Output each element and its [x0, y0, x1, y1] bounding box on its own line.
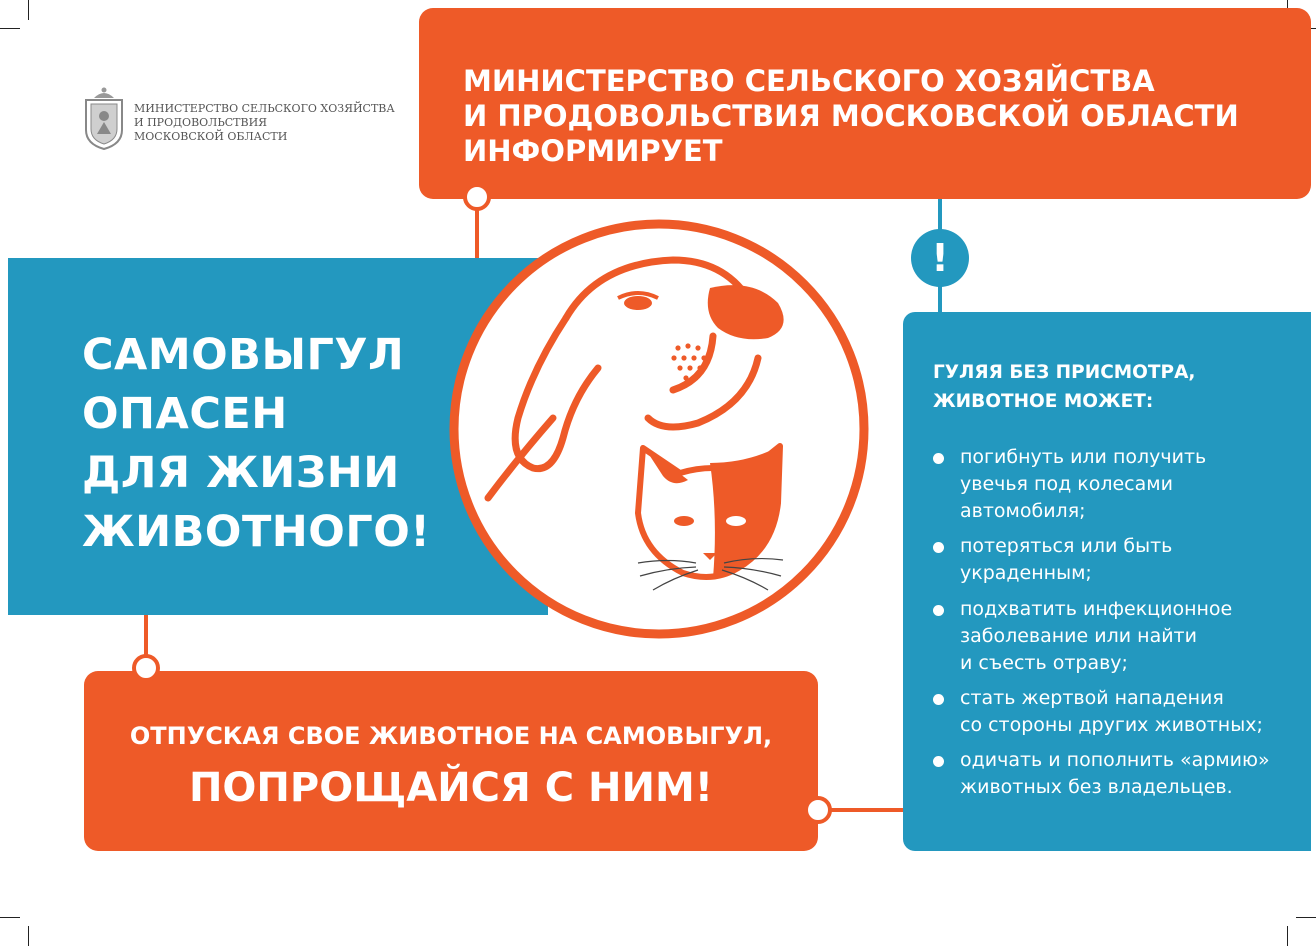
logo-text-line: И ПРОДОВОЛЬСТВИЯ — [134, 116, 268, 129]
risk-line: украденным; — [960, 562, 1092, 584]
logo-text-line: МОСКОВСКОЙ ОБЛАСТИ — [134, 130, 288, 143]
risks-heading-line: ЖИВОТНОЕ МОЖЕТ: — [933, 391, 1154, 412]
main-message-line: ЖИВОТНОГО! — [82, 507, 431, 557]
risk-line: потеряться или быть — [960, 535, 1173, 557]
footer-banner-title: ПОПРОЩАЙСЯ С НИМ! — [188, 765, 714, 811]
risk-line: увечья под колесами — [960, 473, 1173, 495]
main-message-line: ОПАСЕН — [82, 389, 288, 439]
logo-text-line: МИНИСТЕРСТВО СЕЛЬСКОГО ХОЗЯЙСТВА — [134, 102, 395, 115]
risk-line: со стороны других животных; — [960, 714, 1263, 736]
risk-line: подхватить инфекционное — [960, 598, 1233, 620]
risk-line: заболевание или найти — [960, 625, 1197, 647]
risk-line: автомобиля; — [960, 500, 1086, 522]
main-message-line: САМОВЫГУЛ — [82, 330, 405, 380]
risks-heading-line: ГУЛЯЯ БЕЗ ПРИСМОТРА, — [933, 362, 1196, 383]
main-message-line: ДЛЯ ЖИЗНИ — [82, 448, 400, 498]
risk-line: одичать и пополнить «армию» — [960, 749, 1270, 771]
header-title-line: И ПРОДОВОЛЬСТВИЯ МОСКОВСКОЙ ОБЛАСТИ — [463, 99, 1239, 133]
risk-line: стать жертвой нападения — [960, 687, 1224, 709]
exclamation-glyph: ! — [931, 236, 949, 280]
risk-line: и съесть отраву; — [960, 652, 1128, 674]
footer-banner-subtitle: ОТПУСКАЯ СВОЕ ЖИВОТНОЕ НА САМОВЫГУЛ, — [129, 722, 773, 750]
header-title-line: МИНИСТЕРСТВО СЕЛЬСКОГО ХОЗЯЙСТВА — [463, 64, 1155, 98]
dog-and-cat-illustration — [448, 218, 870, 640]
exclamation-icon — [911, 229, 969, 287]
header-title-line: ИНФОРМИРУЕТ — [463, 134, 723, 168]
risk-line: погибнуть или получить — [960, 446, 1207, 468]
risk-line: животных без владельцев. — [960, 776, 1233, 798]
